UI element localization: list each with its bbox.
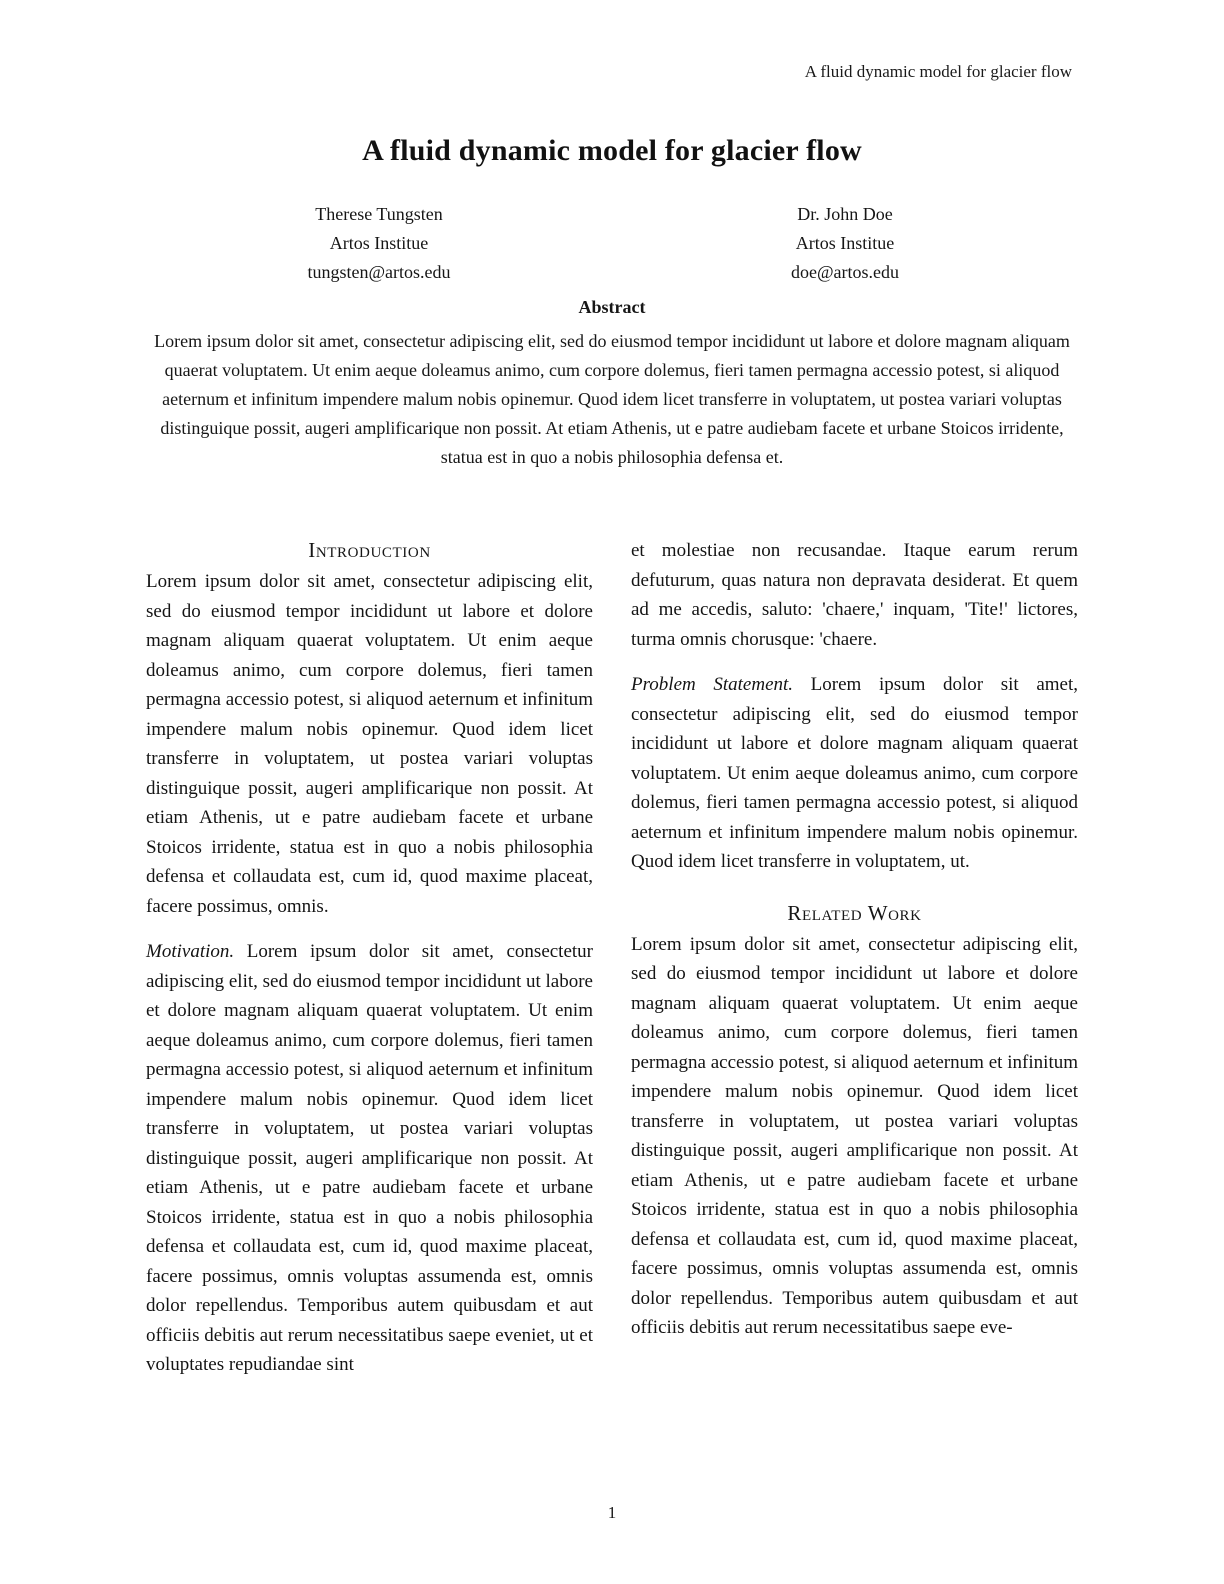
author-1-email: tungsten@artos.edu — [307, 262, 451, 282]
abstract-text: Lorem ipsum dolor sit amet, consectetur adipiscing elit, sed do eiusmod tempor incididunt ut labore et dolore magnam aliquam quaerat voluptatem. Ut enim aeque doleamus animo, cum corpore dolemus, fieri tamen permagna accessio potest, si aliquod aeternum et infinitum impendere malum nobis opinemur. Quod idem licet transferre in voluptatem, ut postea variari voluptas distinguique possit, augeri amplificarique non possit. At etiam Athenis, ut e patre audiebam facete et urbane Stoicos irridente, statua est in quo a nobis philosophia defensa et. — [154, 331, 1070, 467]
paper-title: A fluid dynamic model for glacier flow — [362, 134, 862, 167]
page-number: 1 — [607, 1503, 617, 1522]
problem-statement-runin-label: Problem Statement. — [631, 674, 794, 695]
motivation-runin-label: Motivation. — [146, 941, 235, 962]
problem-statement-paragraph — [631, 670, 1078, 877]
author-2 — [612, 200, 1078, 287]
problem-statement-text: Lorem ipsum dolor sit amet, consectetur adipiscing elit, sed do eiusmod tempor incididunt ut labore et dolore magnam aliquam quaerat voluptatem. Ut enim aeque doleamus animo, cum corpore dolemus, fieri tamen permagna accessio potest, si aliquod aeternum et infinitum impendere malum nobis opinemur. Quod idem licet transferre in voluptatem, ut. — [631, 674, 1079, 872]
abstract-heading: Abstract — [578, 297, 646, 317]
two-column-body — [146, 536, 1078, 1380]
motivation-continuation-paragraph: et molestiae non recusandae. Itaque earum rerum defuturum, quas natura non depravata desiderat. Et quem ad me accedis, saluto: 'chaere,' inquam, 'Tite!' lictores, turma omnis chorusque: 'chaere. — [631, 540, 1078, 650]
author-1 — [146, 200, 612, 287]
left-column — [146, 536, 593, 1380]
running-title: A fluid dynamic model for glacier flow — [804, 62, 1072, 81]
section-heading-related-work: Related Work — [787, 900, 922, 925]
introduction-paragraph: Lorem ipsum dolor sit amet, consectetur adipiscing elit, sed do eiusmod tempor incididunt ut labore et dolore magnam aliquam quaerat voluptatem. Ut enim aeque doleamus animo, cum corpore dolemus, fieri tamen permagna accessio potest, si aliquod aeternum et infinitum impendere malum nobis opinemur. Quod idem licet transferre in voluptatem, ut postea variari voluptas distinguique possit, augeri amplificarique non possit. At etiam Athenis, ut e patre audiebam facete et urbane Stoicos irridente, statua est in quo a nobis philosophia defensa et collaudata est, cum id, quod maxime placeat, facere possimus, omnis. — [146, 571, 593, 917]
author-2-name: Dr. John Doe — [797, 204, 893, 224]
motivation-paragraph — [146, 937, 593, 1380]
author-1-affiliation: Artos Institue — [329, 233, 429, 253]
motivation-text: Lorem ipsum dolor sit amet, consectetur adipiscing elit, sed do eiusmod tempor incididunt ut labore et dolore magnam aliquam quaerat voluptatem. Ut enim aeque doleamus animo, cum corpore dolemus, fieri tamen permagna accessio potest, si aliquod aeternum et infinitum impendere malum nobis opinemur. Quod idem licet transferre in voluptatem, ut postea variari voluptas distinguique possit, augeri amplificarique non possit. At etiam Athenis, ut e patre audiebam facete et urbane Stoicos irridente, statua est in quo a nobis philosophia defensa et collaudata est, cum id, quod maxime placeat, facere possimus, omnis voluptas assumenda est, omnis dolor repellendus. Temporibus autem quibusdam et aut officiis debitis aut rerum necessitatibus saepe eveniet, ut et voluptates repudiandae sint — [146, 941, 594, 1375]
author-block — [146, 200, 1078, 287]
author-2-email: doe@artos.edu — [790, 262, 900, 282]
related-work-paragraph: Lorem ipsum dolor sit amet, consectetur adipiscing elit, sed do eiusmod tempor incididunt ut labore et dolore magnam aliquam quaerat voluptatem. Ut enim aeque doleamus animo, cum corpore dolemus, fieri tamen permagna accessio potest, si aliquod aeternum et infinitum impendere malum nobis opinemur. Quod idem licet transferre in voluptatem, ut postea variari voluptas distinguique possit, augeri amplificarique non possit. At etiam Athenis, ut e patre audiebam facete et urbane Stoicos irridente, statua est in quo a nobis philosophia defensa et collaudata est, cum id, quod maxime placeat, facere possimus, omnis voluptas assumenda est, omnis dolor repellendus. Temporibus autem quibusdam et aut officiis debitis aut rerum necessitatibus saepe eve- — [631, 933, 1078, 1338]
section-heading-introduction: Introduction — [308, 538, 431, 562]
right-column — [631, 536, 1078, 1380]
author-2-affiliation: Artos Institue — [795, 233, 895, 253]
author-1-name: Therese Tungsten — [315, 204, 443, 224]
